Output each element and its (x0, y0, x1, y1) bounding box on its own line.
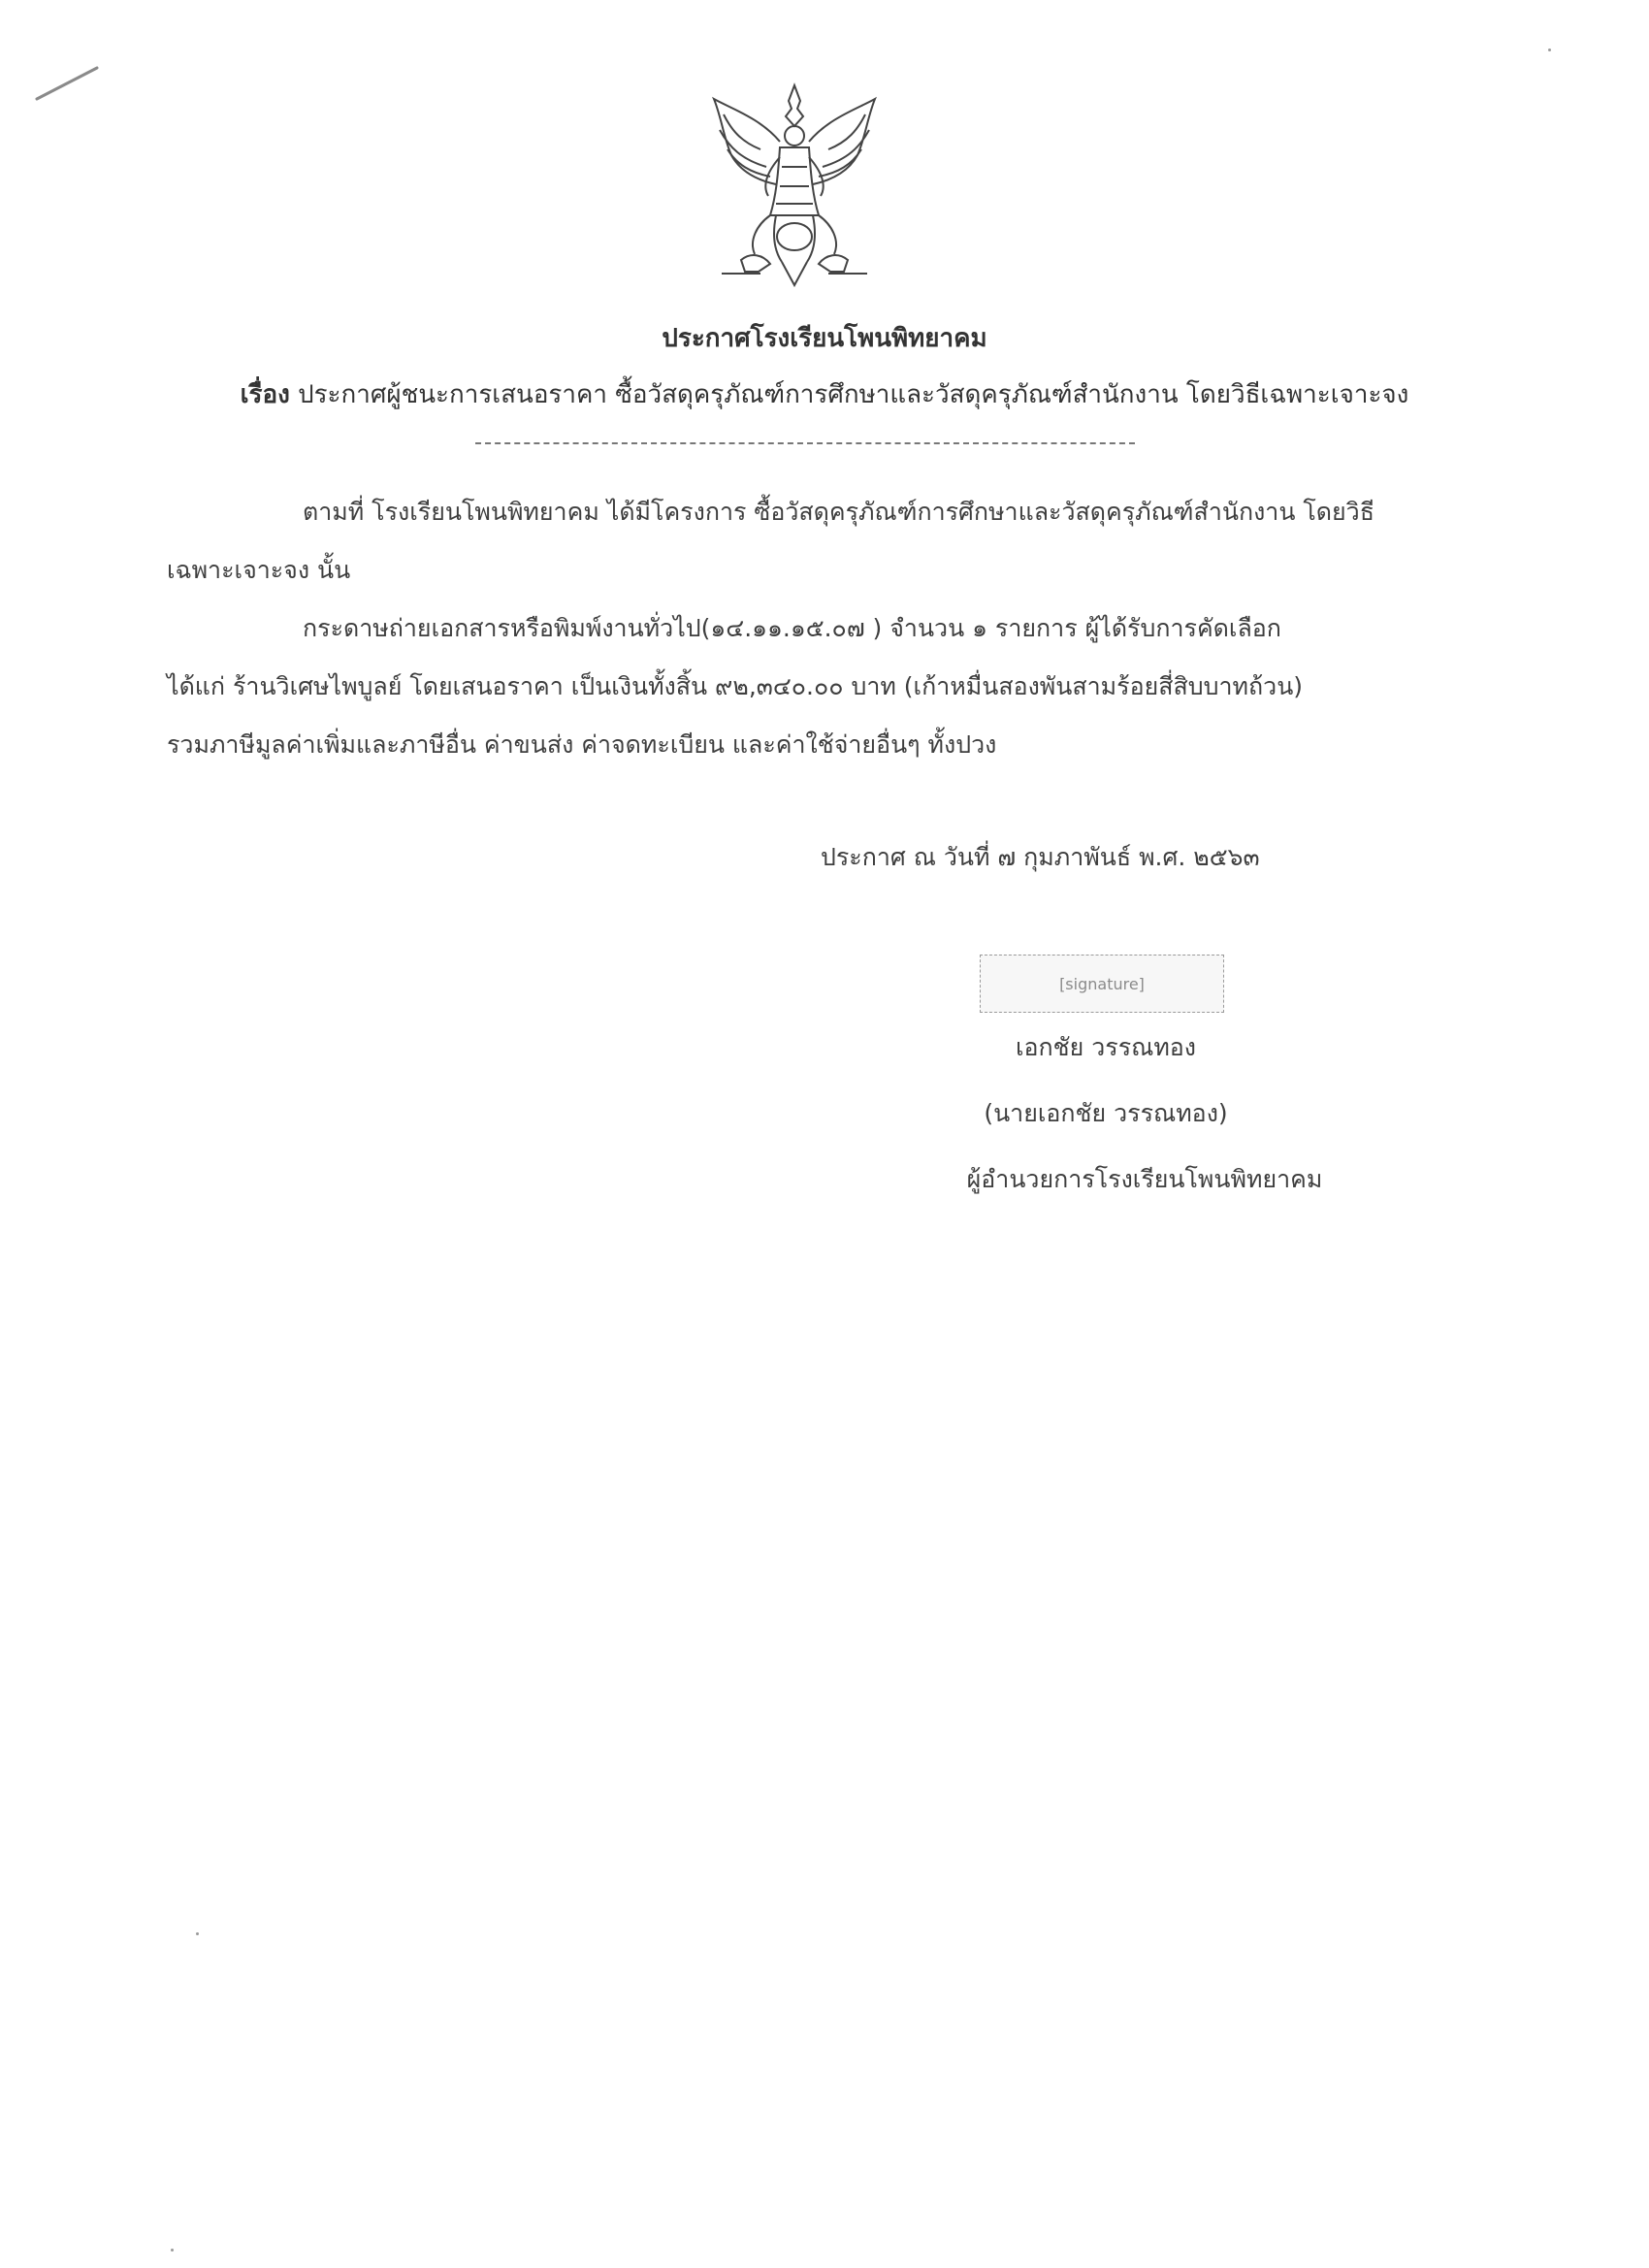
paragraph-project (167, 483, 1418, 599)
subject-text: ประกาศผู้ชนะการเสนอราคา ซื้อวัสดุครุภัณฑ์การศึกษาและวัสดุครุภัณฑ์สำนักงาน โดยวิธีเฉพาะเจาะจง (298, 380, 1409, 409)
paragraph-text: ตามที่ โรงเรียนโพนพิทยาคม ได้มีโครงการ ซื้อวัสดุครุภัณฑ์การศึกษาและวัสดุครุภัณฑ์สำนักงาน โดยวิธี (303, 498, 1374, 526)
signer-fullname: (นายเอกชัย วรรณทอง) (984, 1099, 1228, 1127)
dashed-divider (475, 442, 1135, 444)
signer-name: เอกชัย วรรณทอง (1015, 1033, 1197, 1061)
scan-speck (171, 2249, 174, 2252)
paragraph-line: ได้แก่ ร้านวิเศษไพบูลย์ โดยเสนอราคา เป็นเงินทั้งสิ้น ๙๒,๓๔๐.๐๐ บาท (เก้าหมื่นสองพันสามร้อยสี่สิบบาทถ้วน) (167, 672, 1304, 700)
document-subject (0, 374, 1649, 414)
signer-position: ผู้อำนวยการโรงเรียนโพนพิทยาคม (966, 1165, 1323, 1193)
paragraph-line: รวมภาษีมูลค่าเพิ่มและภาษีอื่น ค่าขนส่ง ค่าจดทะเบียน และค่าใช้จ่ายอื่นๆ ทั้งปวง (167, 730, 997, 759)
document-title: ประกาศโรงเรียนโพนพิทยาคม (662, 324, 987, 353)
scan-speck (1548, 49, 1551, 51)
paragraph-line (167, 599, 1418, 658)
scan-speck (196, 1932, 199, 1935)
garuda-emblem-icon (702, 80, 887, 291)
paragraph-text: กระดาษถ่ายเอกสารหรือพิมพ์งานทั่วไป(๑๔.๑๑.๑๕.๐๗ ) จำนวน ๑ รายการ ผู้ได้รับการคัดเลือก (303, 614, 1281, 642)
subject-label: เรื่อง (240, 380, 290, 409)
announcement-date: ประกาศ ณ วันที่ ๗ กุมภาพันธ์ พ.ศ. ๒๕๖๓ (821, 843, 1260, 871)
signature-placeholder: [signature] (980, 955, 1224, 1013)
paragraph-line (167, 483, 1418, 541)
pen-stroke-mark (33, 64, 101, 103)
paragraph-line: เฉพาะเจาะจง นั้น (167, 556, 351, 584)
paragraph-award (167, 599, 1418, 774)
